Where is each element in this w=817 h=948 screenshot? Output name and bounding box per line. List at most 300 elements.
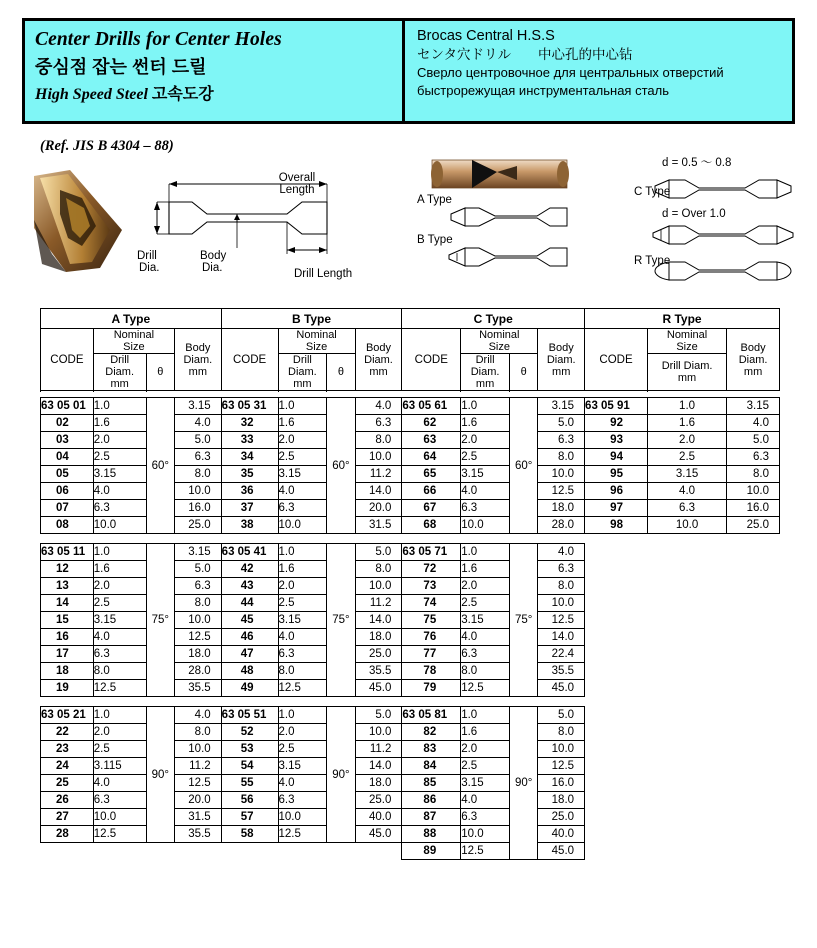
cell-code-a: 17	[41, 646, 94, 663]
cell-code-r: 96	[585, 483, 648, 500]
header-body-a	[174, 329, 221, 391]
cell-drill-a: 8.0	[93, 663, 146, 680]
reference-standard: (Ref. JIS B 4304 – 88)	[40, 138, 174, 154]
cell-body-b: 10.0	[355, 449, 402, 466]
cell-code-b: 32	[221, 415, 278, 432]
cell-body-c: 45.0	[538, 843, 585, 860]
cell-body-c: 25.0	[538, 809, 585, 826]
cell-code-c: 87	[402, 809, 461, 826]
cell-drill-c: 2.5	[461, 758, 510, 775]
cell-drill-r: 10.0	[647, 517, 726, 534]
label-note-large-d: d = Over 1.0	[662, 208, 726, 220]
cell-drill-a: 2.5	[93, 595, 146, 612]
label-drill-dia-line2: Dia.	[139, 262, 160, 274]
cell-body-c: 8.0	[538, 724, 585, 741]
header-code-a: CODE	[41, 329, 94, 391]
cell-drill-b: 6.3	[278, 500, 327, 517]
cell-body-b: 25.0	[355, 792, 402, 809]
header-drill-a-l2: Diam.	[105, 366, 135, 378]
cell-angle-c: 90°	[509, 707, 537, 860]
cell-drill-c: 1.0	[461, 398, 510, 415]
cell-code-a: 25	[41, 775, 94, 792]
cell-drill-b: 4.0	[278, 775, 327, 792]
cell-body-c: 8.0	[538, 578, 585, 595]
cell-code-c: 66	[402, 483, 461, 500]
cell-drill-b: 3.15	[278, 612, 327, 629]
cell-drill-r: 2.0	[647, 432, 726, 449]
cell-angle-c: 75°	[509, 544, 537, 697]
cell-drill-a: 3.115	[93, 758, 146, 775]
cell-code-a: 63 05 11	[41, 544, 94, 561]
cell-code-b: 43	[221, 578, 278, 595]
cell-code-r: 93	[585, 432, 648, 449]
cell-body-a: 12.5	[174, 629, 221, 646]
header-nominal-b	[278, 329, 355, 354]
cell-drill-c: 3.15	[461, 466, 510, 483]
cell-body-a: 8.0	[174, 595, 221, 612]
header-nominal-b-l1: Nominal	[296, 329, 337, 341]
header-line-ru-2: быстрорежущая инструментальная сталь	[417, 83, 669, 98]
cell-drill-r: 1.6	[647, 415, 726, 432]
subtitle-en: High Speed Steel	[35, 86, 148, 103]
cell-drill-a: 4.0	[93, 629, 146, 646]
cell-drill-a: 10.0	[93, 517, 146, 534]
header-type-a: A Type	[41, 309, 222, 329]
cell-body-b: 10.0	[355, 578, 402, 595]
cell-code-a: 02	[41, 415, 94, 432]
cell-code-a: 63 05 01	[41, 398, 94, 415]
cell-drill-a: 1.0	[93, 398, 146, 415]
cell-drill-c: 2.5	[461, 449, 510, 466]
cell-drill-b: 10.0	[278, 809, 327, 826]
cell-body-a: 12.5	[174, 775, 221, 792]
cell-drill-b: 2.5	[278, 449, 327, 466]
header-theta-a: θ	[146, 354, 174, 391]
cell-drill-c: 1.6	[461, 724, 510, 741]
cell-body-c: 28.0	[538, 517, 585, 534]
cell-body-b: 8.0	[355, 432, 402, 449]
cell-drill-c: 1.0	[461, 544, 510, 561]
cell-drill-b: 3.15	[278, 758, 327, 775]
cell-drill-a: 3.15	[93, 612, 146, 629]
cell-body-a: 4.0	[174, 707, 221, 724]
cell-body-c: 40.0	[538, 826, 585, 843]
cell-drill-b: 6.3	[278, 646, 327, 663]
cell-code-b: 48	[221, 663, 278, 680]
cell-drill-b: 8.0	[278, 663, 327, 680]
cell-drill-b: 2.0	[278, 724, 327, 741]
cell-code-b: 53	[221, 741, 278, 758]
header-drill-r	[647, 354, 726, 391]
header-theta-c: θ	[509, 354, 537, 391]
label-type-b: B Type	[417, 234, 453, 246]
cell-drill-c: 4.0	[461, 792, 510, 809]
cell-body-a: 25.0	[174, 517, 221, 534]
header-body-r	[727, 329, 780, 391]
header-drill-c	[461, 354, 510, 391]
header-nominal-c-l1: Nominal	[479, 329, 520, 341]
cell-body-a: 35.5	[174, 826, 221, 843]
header-body-b-l2: Diam.	[364, 353, 393, 366]
cell-code-a: 23	[41, 741, 94, 758]
cell-code-c: 78	[402, 663, 461, 680]
cell-drill-b: 1.6	[278, 415, 327, 432]
cell-drill-c: 1.0	[461, 707, 510, 724]
subtitle-kr: 고속도강	[151, 86, 214, 103]
header-line-jp-cn: センタ穴ドリル 中心孔的中心钻	[417, 47, 633, 62]
cell-drill-b: 3.15	[278, 466, 327, 483]
cell-body-b: 25.0	[355, 646, 402, 663]
diagram-area	[22, 150, 812, 298]
cell-drill-a: 10.0	[93, 809, 146, 826]
cell-code-b: 56	[221, 792, 278, 809]
cell-body-b: 14.0	[355, 758, 402, 775]
header-drill-a-l3: mm	[110, 378, 129, 390]
cell-code-a: 22	[41, 724, 94, 741]
cell-body-a: 11.2	[174, 758, 221, 775]
header-body-c-l3: mm	[552, 365, 571, 378]
cell-code-b: 63 05 51	[221, 707, 278, 724]
cell-code-c: 86	[402, 792, 461, 809]
label-type-a: A Type	[417, 194, 452, 206]
cell-code-b: 52	[221, 724, 278, 741]
header-drill-r-l2: mm	[677, 372, 697, 384]
cell-drill-c: 6.3	[461, 646, 510, 663]
cell-code-c: 63 05 71	[402, 544, 461, 561]
cell-code-b: 63 05 31	[221, 398, 278, 415]
header-body-r-l1: Body	[740, 341, 766, 354]
cell-body-c: 10.0	[538, 466, 585, 483]
cell-drill-r: 1.0	[647, 398, 726, 415]
cell-body-b: 45.0	[355, 826, 402, 843]
header-nominal-a-l2: Size	[123, 341, 145, 353]
cell-drill-b: 1.0	[278, 398, 327, 415]
cell-drill-a: 2.5	[93, 741, 146, 758]
cell-drill-c: 2.5	[461, 595, 510, 612]
cell-code-r: 97	[585, 500, 648, 517]
cell-drill-a: 4.0	[93, 483, 146, 500]
cell-drill-a: 6.3	[93, 500, 146, 517]
cell-code-b: 63 05 41	[221, 544, 278, 561]
cell-body-b: 5.0	[355, 707, 402, 724]
cell-body-b: 11.2	[355, 595, 402, 612]
cell-drill-r: 6.3	[647, 500, 726, 517]
cell-drill-b: 1.0	[278, 707, 327, 724]
cell-drill-b: 4.0	[278, 483, 327, 500]
cell-body-a: 16.0	[174, 500, 221, 517]
header-type-b: B Type	[221, 309, 402, 329]
cell-body-c: 12.5	[538, 483, 585, 500]
cell-code-a: 28	[41, 826, 94, 843]
type-ab-drawings	[417, 152, 597, 272]
cell-empty-r	[585, 544, 648, 561]
header-line-es: Brocas Central H.S.S	[417, 28, 555, 44]
cell-code-b: 58	[221, 826, 278, 843]
cell-code-a: 06	[41, 483, 94, 500]
header-body-b-l1: Body	[365, 341, 392, 354]
header-nominal-c	[461, 329, 538, 354]
cell-code-b: 55	[221, 775, 278, 792]
cell-drill-a: 12.5	[93, 680, 146, 697]
header-right	[405, 21, 792, 121]
header-drill-b	[278, 354, 327, 391]
cell-code-c: 76	[402, 629, 461, 646]
cell-body-a: 35.5	[174, 680, 221, 697]
cell-body-c: 10.0	[538, 595, 585, 612]
header-drill-c-l1: Drill	[475, 354, 495, 366]
table-row	[41, 707, 780, 724]
label-drill-length: Drill Length	[294, 268, 353, 280]
cell-code-r: 98	[585, 517, 648, 534]
cell-body-b: 14.0	[355, 612, 402, 629]
cell-drill-c: 12.5	[461, 843, 510, 860]
label-type-r: R Type	[634, 255, 671, 267]
page-title: Center Drills for Center Holes	[35, 29, 282, 50]
cell-drill-c: 8.0	[461, 663, 510, 680]
cell-drill-a: 2.0	[93, 724, 146, 741]
header-nominal-a	[93, 329, 174, 354]
cell-code-c: 77	[402, 646, 461, 663]
cell-code-c: 75	[402, 612, 461, 629]
cell-body-a: 8.0	[174, 724, 221, 741]
cell-angle-a: 90°	[146, 707, 174, 843]
page-subtitle	[35, 81, 394, 104]
cell-code-b: 54	[221, 758, 278, 775]
cell-code-c: 84	[402, 758, 461, 775]
cell-code-a: 13	[41, 578, 94, 595]
cell-drill-a: 3.15	[93, 466, 146, 483]
spec-group-60	[40, 397, 780, 534]
cell-body-b: 45.0	[355, 680, 402, 697]
cell-body-c: 35.5	[538, 663, 585, 680]
header-nominal-r-l2: Size	[676, 341, 698, 353]
cell-code-c: 63 05 61	[402, 398, 461, 415]
cell-drill-a: 1.0	[93, 544, 146, 561]
header-body-b	[355, 329, 402, 391]
header-code-b: CODE	[221, 329, 278, 391]
header-drill-b-l2: Diam.	[288, 366, 317, 378]
cell-code-b: 57	[221, 809, 278, 826]
header-type-r: R Type	[585, 309, 780, 329]
cell-drill-r: 3.15	[647, 466, 726, 483]
cell-body-a: 3.15	[174, 398, 221, 415]
cell-body-a: 5.0	[174, 561, 221, 578]
cell-code-c: 89	[402, 843, 461, 860]
cell-drill-c: 12.5	[461, 680, 510, 697]
label-overall-length-line1: Overall	[278, 172, 316, 184]
cell-body-b: 31.5	[355, 517, 402, 534]
cell-body-c: 6.3	[538, 561, 585, 578]
cell-body-b: 5.0	[355, 544, 402, 561]
cell-code-c: 63 05 81	[402, 707, 461, 724]
cell-code-c: 74	[402, 595, 461, 612]
cell-code-c: 65	[402, 466, 461, 483]
cell-drill-b: 2.0	[278, 578, 327, 595]
cell-body-a: 20.0	[174, 792, 221, 809]
header-nominal-r	[647, 329, 726, 354]
cell-body-c: 12.5	[538, 758, 585, 775]
cell-code-a: 03	[41, 432, 94, 449]
cell-drill-b: 2.5	[278, 595, 327, 612]
label-body-dia-line2: Dia.	[202, 262, 223, 274]
table-row	[41, 843, 780, 860]
header-body-r-l3: mm	[743, 365, 763, 378]
cell-code-c: 82	[402, 724, 461, 741]
cell-body-b: 4.0	[355, 398, 402, 415]
cell-drill-a: 2.5	[93, 449, 146, 466]
cell-drill-c: 3.15	[461, 775, 510, 792]
header-drill-a	[93, 354, 146, 391]
header-body-a-l2: Diam.	[183, 353, 213, 366]
cell-code-c: 72	[402, 561, 461, 578]
cell-body-r: 8.0	[727, 466, 780, 483]
cell-drill-b: 2.0	[278, 432, 327, 449]
cell-body-a: 4.0	[174, 415, 221, 432]
cell-body-c: 8.0	[538, 449, 585, 466]
cell-drill-c: 1.6	[461, 561, 510, 578]
cell-drill-c: 4.0	[461, 629, 510, 646]
cell-body-r: 6.3	[727, 449, 780, 466]
cell-code-a: 18	[41, 663, 94, 680]
spec-table	[40, 308, 780, 391]
cell-code-c: 62	[402, 415, 461, 432]
header-drill-a-l1: Drill	[110, 354, 130, 366]
cell-body-a: 8.0	[174, 466, 221, 483]
cell-body-b: 18.0	[355, 775, 402, 792]
cell-drill-a: 1.6	[93, 415, 146, 432]
cell-code-c: 79	[402, 680, 461, 697]
cell-drill-a: 12.5	[93, 826, 146, 843]
header-nominal-a-l1: Nominal	[113, 329, 155, 341]
cell-code-a: 19	[41, 680, 94, 697]
cell-angle-a: 60°	[146, 398, 174, 534]
cell-body-c: 12.5	[538, 612, 585, 629]
cell-drill-c: 10.0	[461, 517, 510, 534]
cell-code-b: 34	[221, 449, 278, 466]
cell-drill-b: 4.0	[278, 629, 327, 646]
cell-drill-a: 2.0	[93, 578, 146, 595]
cell-code-b: 47	[221, 646, 278, 663]
header-body-c	[538, 329, 585, 391]
header-type-c: C Type	[402, 309, 585, 329]
cell-drill-b: 1.0	[278, 544, 327, 561]
cell-code-b: 45	[221, 612, 278, 629]
cell-code-r: 63 05 91	[585, 398, 648, 415]
cell-code-a: 04	[41, 449, 94, 466]
cell-body-b: 18.0	[355, 629, 402, 646]
header-body-a-l1: Body	[185, 341, 211, 354]
cell-body-a: 3.15	[174, 544, 221, 561]
cell-body-c: 10.0	[538, 741, 585, 758]
cell-body-r: 10.0	[727, 483, 780, 500]
spec-table-wrapper	[40, 308, 780, 860]
cell-body-c: 22.4	[538, 646, 585, 663]
cell-drill-c: 6.3	[461, 500, 510, 517]
header-nominal-b-l2: Size	[305, 341, 328, 353]
cell-drill-a: 4.0	[93, 775, 146, 792]
cell-drill-b: 10.0	[278, 517, 327, 534]
cell-code-a: 63 05 21	[41, 707, 94, 724]
cell-code-a: 08	[41, 517, 94, 534]
group-60-body	[41, 398, 780, 534]
cell-empty-r	[647, 544, 726, 561]
cell-body-b: 35.5	[355, 663, 402, 680]
cell-drill-r: 2.5	[647, 449, 726, 466]
header-nominal-r-l1: Nominal	[666, 329, 708, 341]
cell-code-c: 63	[402, 432, 461, 449]
cell-body-b: 20.0	[355, 500, 402, 517]
cell-angle-a: 75°	[146, 544, 174, 697]
cell-code-b: 49	[221, 680, 278, 697]
cell-code-r: 92	[585, 415, 648, 432]
header-body-c-l1: Body	[548, 341, 574, 354]
cell-drill-a: 1.6	[93, 561, 146, 578]
header-drill-r-l1: Drill Diam.	[661, 360, 713, 372]
cell-body-b: 6.3	[355, 415, 402, 432]
cell-body-a: 10.0	[174, 483, 221, 500]
cell-body-c: 5.0	[538, 415, 585, 432]
cell-angle-b: 90°	[327, 707, 355, 843]
cell-body-r: 16.0	[727, 500, 780, 517]
table-row	[41, 544, 780, 561]
cell-code-c: 68	[402, 517, 461, 534]
cell-code-a: 07	[41, 500, 94, 517]
cell-drill-c: 1.6	[461, 415, 510, 432]
cell-code-a: 26	[41, 792, 94, 809]
cell-code-c: 64	[402, 449, 461, 466]
cell-code-c: 85	[402, 775, 461, 792]
cell-body-b: 8.0	[355, 561, 402, 578]
page-title-korean: 중심점 잡는 썬터 드릴	[35, 57, 207, 77]
cell-body-r: 5.0	[727, 432, 780, 449]
table-header-types	[41, 309, 780, 329]
cell-body-a: 6.3	[174, 578, 221, 595]
cell-drill-b: 2.5	[278, 741, 327, 758]
cell-body-r: 25.0	[727, 517, 780, 534]
cell-angle-b: 75°	[327, 544, 355, 697]
cell-code-c: 83	[402, 741, 461, 758]
cell-code-c: 88	[402, 826, 461, 843]
header-drill-b-l3: mm	[293, 378, 312, 390]
cell-drill-a: 6.3	[93, 792, 146, 809]
header-nominal-c-l2: Size	[488, 341, 510, 353]
spec-group-90	[40, 706, 780, 860]
cell-code-a: 24	[41, 758, 94, 775]
cell-drill-c: 6.3	[461, 809, 510, 826]
cell-code-b: 33	[221, 432, 278, 449]
cell-drill-c: 4.0	[461, 483, 510, 500]
cell-code-b: 35	[221, 466, 278, 483]
header-drill-c-l2: Diam.	[470, 366, 500, 378]
cell-code-a: 12	[41, 561, 94, 578]
cell-body-a: 5.0	[174, 432, 221, 449]
cell-body-c: 14.0	[538, 629, 585, 646]
cell-body-b: 40.0	[355, 809, 402, 826]
cell-body-a: 28.0	[174, 663, 221, 680]
cell-code-a: 27	[41, 809, 94, 826]
cell-body-c: 4.0	[538, 544, 585, 561]
cell-body-r: 3.15	[727, 398, 780, 415]
header-drill-b-l1: Drill	[292, 354, 312, 366]
cell-body-b: 10.0	[355, 724, 402, 741]
cell-body-b: 11.2	[355, 466, 402, 483]
cell-code-b: 42	[221, 561, 278, 578]
cell-code-b: 37	[221, 500, 278, 517]
label-overall-length-line2: Length	[279, 184, 315, 196]
cell-drill-c: 3.15	[461, 612, 510, 629]
cell-drill-b: 12.5	[278, 826, 327, 843]
header-left	[25, 21, 405, 121]
